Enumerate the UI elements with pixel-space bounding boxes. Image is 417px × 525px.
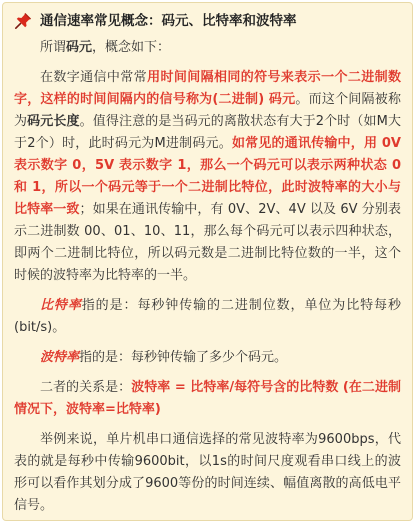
highlight-text: 如常见的通讯传输中，用 0V 表示数字 0，5V 表示数字 1，那么一个码元可以表示两种状态 0 和 1，所以一个码元等于一个二进制比特位，此时波特率的大小与比特率一致 [14,136,401,217]
text: ，概念如下： [92,40,171,55]
paragraph-intro [14,37,401,59]
term-baud-rate: 波特率 [40,350,80,365]
paragraph-symbol-definition [14,67,401,287]
text: 二者的关系是： [40,380,132,395]
text: 指的是：每秒钟传输的二进制位数，单位为比特每秒 (bit/s)。 [14,298,401,335]
text: 指的是：每秒钟传输了多少个码元。 [79,350,288,365]
pushpin-icon [14,12,32,30]
article-title [14,9,401,33]
text: 在数字通信中常常 [40,70,148,85]
term-bit-rate: 比特率 [40,298,82,313]
text: 举例来说，单片机串口通信选择的常见波特率为9600bps，代表的就是每秒中传输9600bit，以1s的时间尺度观看串口线上的波形可以看作其划分成了9600等份的时间连续、幅值离散的高低电平信号。 [14,432,401,513]
highlight-text: 用时间间隔相同的符号来表示一个二进制数字，这样的时间间隔内的信号称为(二进制) 码元 [14,70,401,107]
paragraph-baud-rate [14,347,401,369]
text: 。而这个间隔被称为 [14,92,401,129]
concept-card [2,2,413,521]
formula-text: 波特率 = 比特率/每符号含的比特数 (在二进制情况下，波特率=比特率) [14,380,401,417]
text: 所谓 [40,40,67,55]
paragraph-example [14,429,401,517]
text: ；如果在通讯传输中，有 0V、2V、4V 以及 6V 分别表示二进制数 00、01、10、11，那么每个码元可以表示四种状态，即两个二进制比特位，所以码元数是二进制比特位数的一半，这个时候的波特率为比特率的一半。 [14,202,401,283]
text: 。值得注意的是当码元的离散状态有大于2个时（如M大于2个）时，此时码元为M进制码元。 [14,114,401,151]
paragraph-bit-rate [14,295,401,339]
title-text: 通信速率常见概念：码元、比特率和波特率 [40,13,297,29]
paragraph-relation [14,377,401,421]
term-symbol-length: 码元长度 [27,114,80,129]
term-symbol: 码元 [66,40,93,55]
